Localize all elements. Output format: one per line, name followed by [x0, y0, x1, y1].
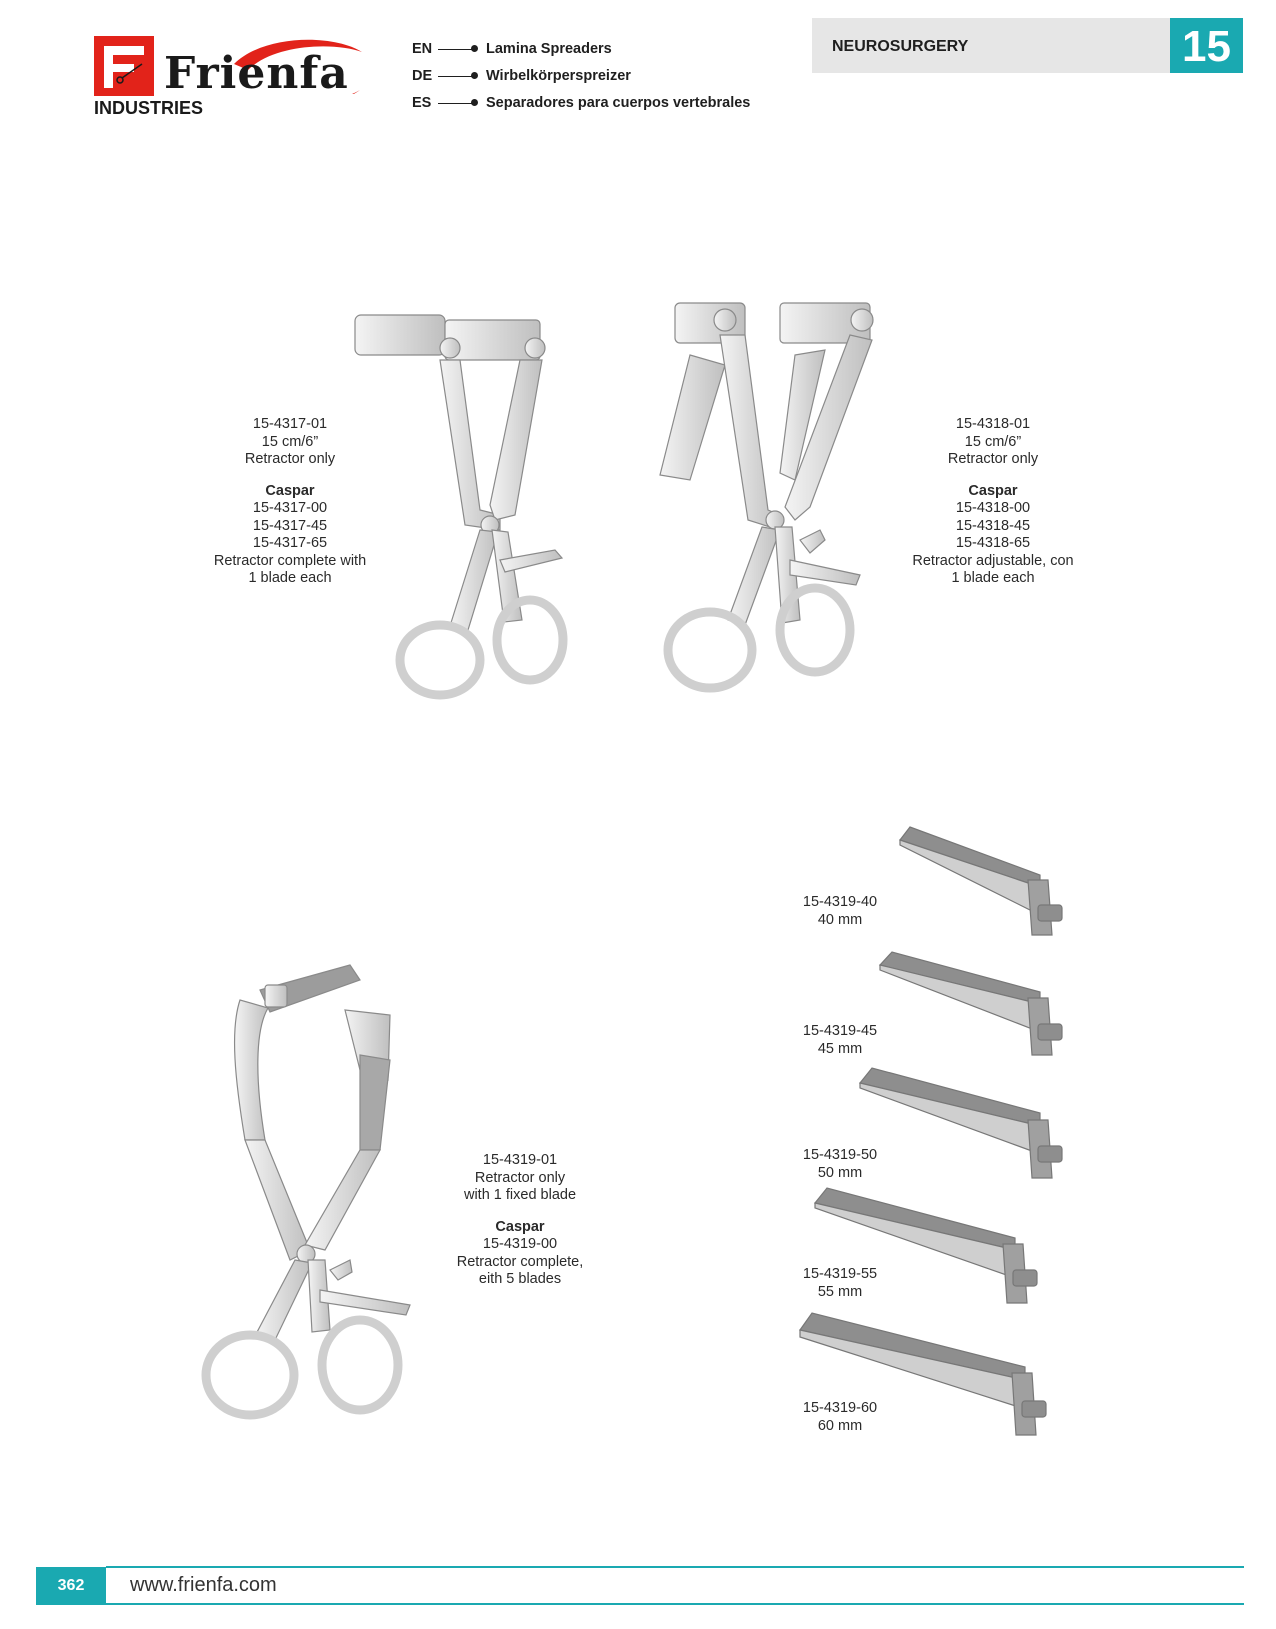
- caption-4319: [420, 1152, 620, 1289]
- set-code: 15-4318-45: [955, 517, 1031, 534]
- connector-line-icon: [438, 76, 474, 77]
- website-link[interactable]: www.frienfa.com: [130, 1574, 277, 1596]
- lang-code: EN: [412, 41, 433, 57]
- blade-size: 45 mm: [817, 1040, 863, 1057]
- lang-row-de: [412, 68, 631, 84]
- set-desc: 1 blade each: [951, 570, 1035, 586]
- product-desc: Retractor only: [474, 1169, 566, 1186]
- lang-row-en: [412, 41, 612, 57]
- brand-logo: [94, 36, 364, 116]
- set-desc: Retractor adjustable, con: [912, 552, 1074, 569]
- product-size: 15 cm/6”: [964, 433, 1022, 450]
- caption-4318: [888, 416, 1098, 588]
- caption-blade-55: [785, 1266, 895, 1301]
- retractor-4319-illustration: [200, 960, 440, 1420]
- set-desc: 1 blade each: [248, 570, 332, 586]
- set-code: 15-4318-65: [955, 535, 1031, 551]
- blade-code: 15-4319-55: [802, 1266, 878, 1282]
- set-desc: eith 5 blades: [478, 1271, 562, 1287]
- blade-code: 15-4319-40: [802, 894, 878, 910]
- product-desc: Retractor only: [947, 451, 1039, 467]
- set-code: 15-4318-00: [955, 500, 1031, 516]
- blade-45mm-illustration: [870, 940, 1065, 1055]
- blade-size: 40 mm: [817, 911, 863, 928]
- lang-code: DE: [412, 68, 433, 84]
- page-number: 362: [36, 1567, 106, 1605]
- set-code: 15-4319-00: [482, 1236, 558, 1252]
- set-code: 15-4317-65: [252, 535, 328, 551]
- blade-size: 55 mm: [817, 1283, 863, 1300]
- connector-line-icon: [438, 49, 474, 50]
- blade-size: 60 mm: [817, 1417, 863, 1434]
- set-desc: Retractor complete with: [213, 552, 367, 569]
- lang-title: Separadores para cuerpos vertebrales: [486, 95, 751, 111]
- caption-4317: [190, 416, 390, 588]
- set-code: 15-4317-00: [252, 500, 328, 516]
- caption-blade-45: [785, 1023, 895, 1058]
- caption-blade-60: [785, 1400, 895, 1435]
- retractor-4318-illustration: [650, 295, 900, 715]
- caption-blade-50: [785, 1147, 895, 1182]
- lang-row-es: [412, 95, 750, 111]
- blade-size: 50 mm: [817, 1164, 863, 1181]
- product-size: 15 cm/6”: [261, 433, 319, 450]
- brand-subtitle: INDUSTRIES: [94, 98, 204, 118]
- product-code: 15-4317-01: [252, 416, 328, 432]
- product-code: 15-4318-01: [955, 416, 1031, 432]
- logo-mark-icon: [94, 36, 154, 96]
- lang-code: ES: [412, 95, 432, 111]
- product-code: 15-4319-01: [482, 1152, 558, 1168]
- set-desc: Retractor complete,: [456, 1253, 584, 1270]
- lang-title: Wirbelkörperspreizer: [486, 68, 631, 84]
- blade-code: 15-4319-50: [802, 1147, 878, 1163]
- section-title: NEUROSURGERY: [832, 38, 969, 55]
- lang-title: Lamina Spreaders: [486, 41, 612, 57]
- product-desc: Retractor only: [244, 451, 336, 467]
- product-desc: with 1 fixed blade: [463, 1187, 577, 1203]
- caption-blade-40: [785, 894, 895, 929]
- section-number: 15: [1170, 18, 1243, 73]
- set-title: Caspar: [968, 482, 1018, 499]
- set-title: Caspar: [495, 1218, 545, 1235]
- footer-rule-bottom: [106, 1603, 1244, 1605]
- blade-40mm-illustration: [890, 825, 1065, 935]
- blade-code: 15-4319-45: [802, 1023, 878, 1039]
- brand-name: Frienfa: [164, 48, 349, 99]
- footer-rule-top: [106, 1566, 1244, 1568]
- set-code: 15-4317-45: [252, 517, 328, 534]
- set-title: Caspar: [265, 482, 315, 499]
- connector-line-icon: [438, 103, 474, 104]
- blade-code: 15-4319-60: [802, 1400, 878, 1416]
